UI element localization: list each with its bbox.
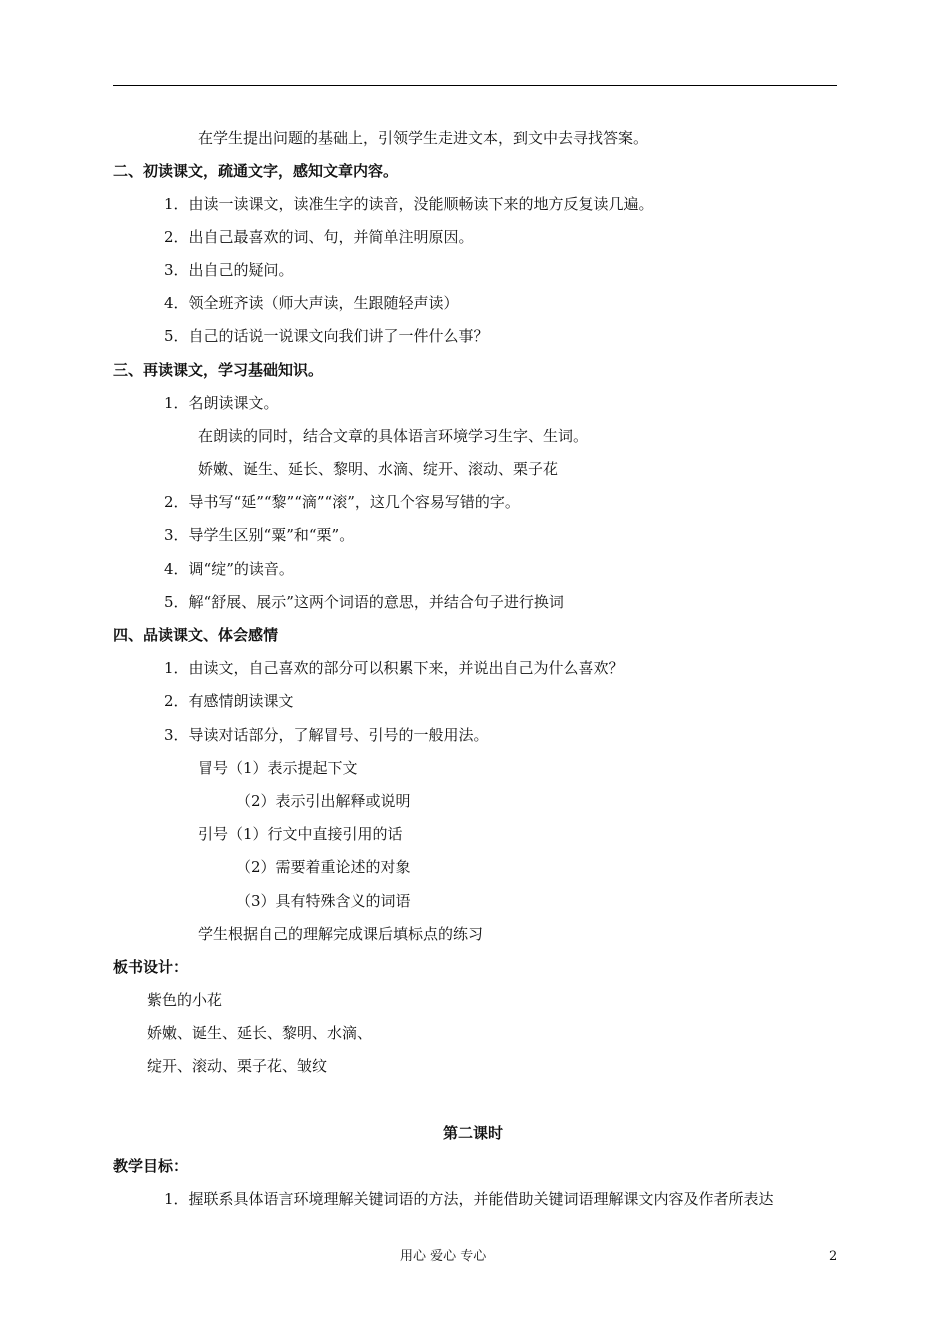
section-heading: 教学目标：: [113, 1157, 189, 1175]
paragraph: （3）具有特殊含义的词语: [236, 892, 411, 910]
paragraph: （2）需要着重论述的对象: [236, 858, 411, 876]
paragraph: 娇嫩、诞生、延长、黎明、水滴、绽开、滚动、栗子花: [198, 460, 559, 478]
list-item: 4．领全班齐读（师大声读，生跟随轻声读）: [164, 294, 459, 312]
header-rule: [113, 85, 837, 86]
list-item: 1．由读文，自己喜欢的部分可以积累下来，并说出自己为什么喜欢？: [164, 659, 624, 677]
lesson-title: 第二课时: [443, 1124, 504, 1142]
list-item: 4．调“绽”的读音。: [164, 560, 294, 578]
paragraph: 在朗读的同时，结合文章的具体语言环境学习生字、生词。: [198, 427, 589, 445]
section-heading: 二、初读课文，疏通文字，感知文章内容。: [113, 162, 399, 180]
list-item: 1．由读一读课文，读准生字的读音，没能顺畅读下来的地方反复读几遍。: [164, 195, 654, 213]
paragraph: 学生根据自己的理解完成课后填标点的练习: [198, 925, 484, 943]
page-number: 2: [829, 1249, 838, 1264]
list-item: 1．握联系具体语言环境理解关键词语的方法，并能借助关键词语理解课文内容及作者所表达: [164, 1190, 774, 1208]
list-item: 3．导读对话部分，了解冒号、引号的一般用法。: [164, 726, 489, 744]
paragraph: 绽开、滚动、栗子花、皱纹: [147, 1057, 328, 1075]
list-item: 2．有感情朗读课文: [164, 692, 294, 710]
list-item: 3．出自己的疑问。: [164, 261, 294, 279]
section-heading: 三、再读课文，学习基础知识。: [113, 361, 324, 379]
list-item: 1．名朗读课文。: [164, 394, 279, 412]
section-heading: 四、品读课文、体会感情: [113, 626, 279, 644]
list-item: 2．出自己最喜欢的词、句，并简单注明原因。: [164, 228, 474, 246]
paragraph: 紫色的小花: [147, 991, 223, 1009]
list-item: 5．解“舒展、展示”这两个词语的意思，并结合句子进行换词: [164, 593, 564, 611]
footer-motto: 用心 爱心 专心: [400, 1249, 487, 1264]
paragraph: 在学生提出问题的基础上，引领学生走进文本，到文中去寻找答案。: [198, 129, 649, 147]
list-item: 3．导学生区别“粟”和“栗”。: [164, 526, 355, 544]
section-heading: 板书设计：: [113, 958, 189, 976]
paragraph: 引号（1）行文中直接引用的话: [198, 825, 403, 843]
list-item: 5．自己的话说一说课文向我们讲了一件什么事？: [164, 327, 489, 345]
list-item: 2．导书写“延”“黎”“滴”“滚”，这几个容易写错的字。: [164, 493, 520, 511]
paragraph: 娇嫩、诞生、延长、黎明、水滴、: [147, 1024, 373, 1042]
paragraph: 冒号（1）表示提起下文: [198, 759, 358, 777]
paragraph: （2）表示引出解释或说明: [236, 792, 411, 810]
